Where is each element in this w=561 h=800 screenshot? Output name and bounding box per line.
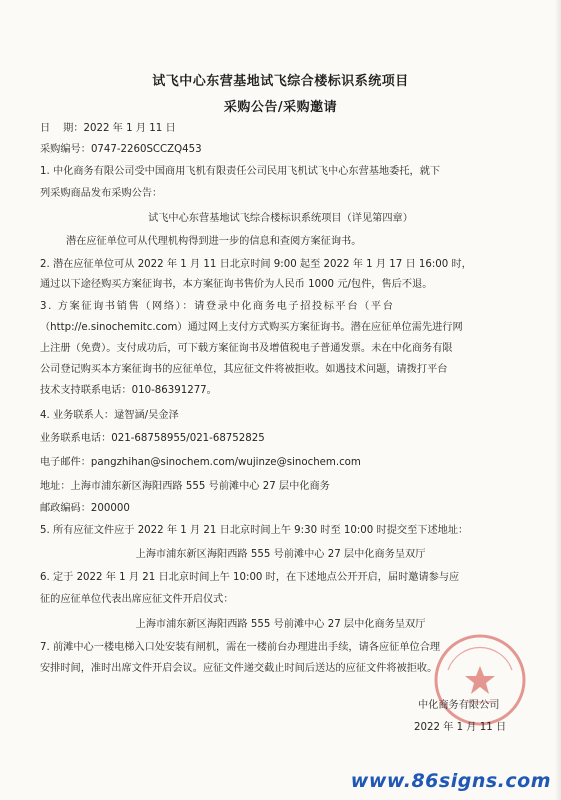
para4-address: 地址：上海市浦东新区海阳西路 555 号前滩中心 27 层中化商务 [40, 481, 330, 492]
para3-line4: 公司登记购买本方案征询书的应征单位，其应征文件将被拒收。如遇技术问题，请拨打平台 [40, 364, 448, 375]
para4-contact: 4. 业务联系人：逯智涵/吴金泽 [40, 410, 179, 421]
para2-line1: 2. 潜在应征单位可从 2022 年 1 月 11 日北京时间 9:00 起至 2022 年 1 月 17 日 16:00 时， [40, 259, 472, 270]
doc-title-line2: 采购公告/采购邀请 [223, 100, 338, 115]
procurement-number-label: 采购编号： [40, 144, 91, 155]
para7-line2: 安排时间，准时出席文件开启会议。应征文件递交截止时间后送达的应征文件将被拒收。 [40, 663, 438, 674]
signature-company: 中化商务有限公司 [418, 700, 500, 711]
para4-phone: 业务联系电话：021-68758955/021-68752825 [40, 433, 265, 444]
para1-item: 试飞中心东营基地试飞综合楼标识系统项目（详见第四章） [148, 213, 413, 224]
para3-line5: 技术支持联系电话：010-86391277。 [40, 385, 217, 396]
para6-address: 上海市浦东新区海阳西路 555 号前滩中心 27 层中化商务呈双厅 [135, 619, 426, 630]
date-label: 日 期： [40, 123, 84, 134]
scan-edge-shadow [555, 0, 561, 800]
para4-email: 电子邮件：pangzhihan@sinochem.com/wujinze@sinochem.com [40, 457, 361, 468]
procurement-number-value: 0747-2260SCCZQ453 [90, 144, 202, 155]
para3-line3: 上注册（免费）。支付成功后，可下载方案征询书及增值税电子普通发票。未在中化商务有限 [40, 343, 453, 354]
para6-line1: 6. 定于 2022 年 1 月 21 日北京时间上午 10:00 时，在下述地点公开开启，届时邀请参与应 [40, 572, 460, 583]
date-row [40, 122, 520, 136]
para5-address: 上海市浦东新区海阳西路 555 号前滩中心 27 层中化商务呈双厅 [135, 549, 426, 560]
para1-line1: 1. 中化商务有限公司受中国商用飞机有限责任公司民用飞机试飞中心东营基地委托，就下 [40, 166, 441, 177]
para1-line2: 列采购商品发布采购公告： [40, 188, 163, 199]
para2-line2: 通过以下途径购买方案征询书，本方案征询书售价为人民币 1000 元/包件，售后不退。 [40, 279, 433, 290]
para1-line3: 潜在应征单位可从代理机构得到进一步的信息和查阅方案征询书。 [66, 236, 362, 247]
company-seal-icon [430, 630, 530, 730]
para4-postcode: 邮政编码：200000 [40, 503, 130, 514]
para5-line1: 5. 所有应征文件应于 2022 年 1 月 21 日北京时间上午 9:30 时至 10:00 时提交至下述地址： [40, 525, 469, 536]
para6-line2: 征的应征单位代表出席应征文件开启仪式： [40, 594, 234, 605]
doc-title-line1: 试飞中心东营基地试飞综合楼标识系统项目 [152, 74, 409, 89]
para3-line1: 3. 方案征询书销售（网络）：请登录中化商务电子招投标平台（平台 [40, 301, 395, 312]
signature-date: 2022 年 1 月 11 日 [414, 722, 507, 733]
para7-line1: 7. 前滩中心一楼电梯入口处安装有闸机，需在一楼前台办理进出手续，请各应征单位合理 [40, 642, 441, 653]
date-value: 2022 年 1 月 11 日 [83, 123, 176, 134]
procurement-number-row [40, 143, 520, 157]
para3-line2: （http://e.sinochemitc.com）通过网上支付方式购买方案征询书。潜在应征单位需先进行网 [40, 322, 463, 333]
site-watermark: www.86signs.com [350, 770, 551, 792]
